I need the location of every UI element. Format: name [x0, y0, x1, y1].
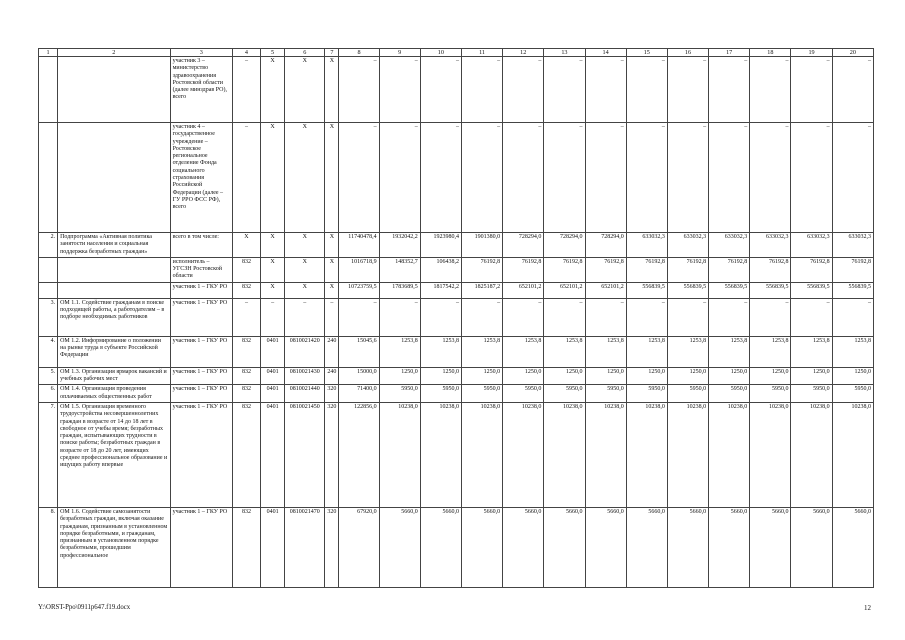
year-amount-cell: 5950,0 — [791, 385, 832, 403]
year-amount-cell: 1253,8 — [750, 336, 791, 367]
year-amount-cell: 5660,0 — [544, 507, 585, 587]
year-amount-cell: 5950,0 — [832, 385, 873, 403]
year-amount-cell: – — [503, 298, 544, 336]
target-article-cell: – — [285, 298, 325, 336]
year-amount-cell: 1250,0 — [667, 367, 708, 385]
year-amount-cell: 1250,0 — [503, 367, 544, 385]
year-amount-cell: 1253,8 — [461, 336, 502, 367]
year-amount-cell: – — [750, 298, 791, 336]
year-amount-cell: 10238,0 — [544, 402, 585, 507]
year-amount-cell: 76192,8 — [791, 257, 832, 282]
executor-cell: всего в том числе: — [170, 233, 232, 258]
row-number: 2. — [39, 233, 58, 258]
year-amount-cell: – — [667, 57, 708, 123]
section-code-cell: 0401 — [261, 336, 285, 367]
target-article-cell: X — [285, 57, 325, 123]
row-number: 8. — [39, 507, 58, 587]
year-amount-cell: 10238,0 — [585, 402, 626, 507]
year-amount-cell: – — [626, 298, 667, 336]
section-code-cell: X — [261, 233, 285, 258]
total-amount-cell: – — [339, 298, 379, 336]
section-code-cell: 0401 — [261, 385, 285, 403]
budget-table — [38, 48, 874, 588]
year-amount-cell: 1817542,2 — [420, 282, 461, 298]
year-amount-cell: 10238,0 — [379, 402, 420, 507]
year-amount-cell: 10238,0 — [709, 402, 750, 507]
year-amount-cell: 76192,8 — [667, 257, 708, 282]
row-number: 3. — [39, 298, 58, 336]
target-article-cell: 0810021450 — [285, 402, 325, 507]
year-amount-cell: 5950,0 — [626, 385, 667, 403]
year-amount-cell: 652101,2 — [503, 282, 544, 298]
year-amount-cell: 556839,5 — [750, 282, 791, 298]
year-amount-cell: – — [832, 123, 873, 233]
row-number: 4. — [39, 336, 58, 367]
row-number: 7. — [39, 402, 58, 507]
document-path: Y:\ORST-Ppo\0911p647.f19.docx — [38, 604, 131, 611]
year-amount-cell: 10238,0 — [461, 402, 502, 507]
year-amount-cell: 1253,8 — [626, 336, 667, 367]
section-code-cell: X — [261, 123, 285, 233]
year-amount-cell: 633032,3 — [667, 233, 708, 258]
column-number-header: 18 — [750, 49, 791, 57]
executor-cell: участник 4 – государственное учреждение – Ростовское региональное отделение Фонда социального страхования Российской Федерации (далее – ГУ РРО ФСС РФ), всего — [170, 123, 232, 233]
grbs-code-cell: 832 — [232, 336, 260, 367]
year-amount-cell: 633032,3 — [791, 233, 832, 258]
grbs-code-cell: – — [232, 57, 260, 123]
row-number: 6. — [39, 385, 58, 403]
year-amount-cell: 76192,8 — [626, 257, 667, 282]
program-name: ОМ 1.2. Информирование о положении на рынке труда в субъекте Российской Федерации — [58, 336, 171, 367]
column-number-header: 7 — [325, 49, 339, 57]
column-number-header: 14 — [585, 49, 626, 57]
year-amount-cell: 728294,0 — [544, 233, 585, 258]
table-row — [39, 507, 874, 587]
section-code-cell: – — [261, 298, 285, 336]
total-amount-cell: 15000,0 — [339, 367, 379, 385]
row-number — [39, 257, 58, 282]
column-number-header: 3 — [170, 49, 232, 57]
total-amount-cell: 10723759,5 — [339, 282, 379, 298]
grbs-code-cell: 832 — [232, 257, 260, 282]
column-number-header: 11 — [461, 49, 502, 57]
total-amount-cell: 1016718,9 — [339, 257, 379, 282]
year-amount-cell: – — [750, 123, 791, 233]
year-amount-cell: 1901380,0 — [461, 233, 502, 258]
year-amount-cell: – — [420, 57, 461, 123]
total-amount-cell: – — [339, 123, 379, 233]
year-amount-cell: 1250,0 — [544, 367, 585, 385]
grbs-code-cell: 832 — [232, 367, 260, 385]
section-code-cell: X — [261, 57, 285, 123]
year-amount-cell: 10238,0 — [791, 402, 832, 507]
year-amount-cell: 556839,5 — [709, 282, 750, 298]
executor-cell: участник 3 – министерство здравоохранения Ростовской области (далее минздрав РО), всего — [170, 57, 232, 123]
year-amount-cell: 10238,0 — [750, 402, 791, 507]
table-row — [39, 282, 874, 298]
year-amount-cell: 5950,0 — [503, 385, 544, 403]
table-row — [39, 367, 874, 385]
year-amount-cell: – — [461, 123, 502, 233]
year-amount-cell: 5660,0 — [379, 507, 420, 587]
grbs-code-cell: – — [232, 298, 260, 336]
year-amount-cell: 633032,3 — [750, 233, 791, 258]
year-amount-cell: 5950,0 — [585, 385, 626, 403]
table-row — [39, 257, 874, 282]
year-amount-cell: 652101,2 — [585, 282, 626, 298]
expense-type-cell: X — [325, 233, 339, 258]
year-amount-cell: 76192,8 — [709, 257, 750, 282]
target-article-cell: X — [285, 123, 325, 233]
year-amount-cell: 1253,8 — [832, 336, 873, 367]
column-number-header: 8 — [339, 49, 379, 57]
year-amount-cell: 10238,0 — [832, 402, 873, 507]
year-amount-cell: 633032,3 — [832, 233, 873, 258]
executor-cell: участник 1 – ГКУ РО — [170, 385, 232, 403]
expense-type-cell: 240 — [325, 367, 339, 385]
year-amount-cell: 1250,0 — [420, 367, 461, 385]
year-amount-cell: – — [667, 123, 708, 233]
total-amount-cell: 122856,0 — [339, 402, 379, 507]
table-row — [39, 402, 874, 507]
year-amount-cell: 5950,0 — [667, 385, 708, 403]
year-amount-cell: – — [503, 123, 544, 233]
year-amount-cell: 1253,8 — [709, 336, 750, 367]
year-amount-cell: 76192,8 — [503, 257, 544, 282]
column-number-header: 4 — [232, 49, 260, 57]
program-name: ОМ 1.6. Содействие самозанятости безработных граждан, включая оказание гражданам, признанным в установленном порядке безработными, и гражданам, признанным в установленном порядке безработными, прошедшим профессиональное — [58, 507, 171, 587]
year-amount-cell: – — [379, 298, 420, 336]
program-name: ОМ 1.5. Организация временного трудоустройства несовершеннолетних граждан в возрасте от 14 до 18 лет в свободное от учебы время; безработных граждан, испытывающих трудности в поиске работы; безработных граждан в возрасте от 18 до 20 лет, имеющих среднее профессиональное образование и ищущих работу впервые — [58, 402, 171, 507]
year-amount-cell: – — [791, 57, 832, 123]
year-amount-cell: 556839,5 — [626, 282, 667, 298]
year-amount-cell: 1923980,4 — [420, 233, 461, 258]
program-name — [58, 57, 171, 123]
year-amount-cell: 10238,0 — [503, 402, 544, 507]
year-amount-cell: 5660,0 — [461, 507, 502, 587]
grbs-code-cell: 832 — [232, 385, 260, 403]
year-amount-cell: 1825187,2 — [461, 282, 502, 298]
year-amount-cell: 1253,8 — [667, 336, 708, 367]
year-amount-cell: 76192,8 — [461, 257, 502, 282]
year-amount-cell: 5660,0 — [585, 507, 626, 587]
program-name — [58, 257, 171, 282]
year-amount-cell: – — [585, 123, 626, 233]
table-row — [39, 298, 874, 336]
executor-cell: участник 1 – ГКУ РО — [170, 402, 232, 507]
year-amount-cell: 1250,0 — [709, 367, 750, 385]
grbs-code-cell: X — [232, 233, 260, 258]
year-amount-cell: 5660,0 — [791, 507, 832, 587]
table-row — [39, 233, 874, 258]
year-amount-cell: 5660,0 — [750, 507, 791, 587]
year-amount-cell: 556839,5 — [791, 282, 832, 298]
year-amount-cell: 5950,0 — [420, 385, 461, 403]
program-name: ОМ 1.1. Содействие гражданам в поиске подходящей работы, а работодателям – в подборе необходимых работников — [58, 298, 171, 336]
year-amount-cell: 1250,0 — [791, 367, 832, 385]
target-article-cell: X — [285, 257, 325, 282]
page-number: 12 — [864, 604, 871, 612]
year-amount-cell: 5660,0 — [503, 507, 544, 587]
year-amount-cell: 1250,0 — [379, 367, 420, 385]
year-amount-cell: – — [379, 57, 420, 123]
year-amount-cell: – — [791, 298, 832, 336]
column-number-header: 20 — [832, 49, 873, 57]
row-number — [39, 57, 58, 123]
column-number-header: 5 — [261, 49, 285, 57]
year-amount-cell: 5950,0 — [750, 385, 791, 403]
year-amount-cell: – — [544, 298, 585, 336]
expense-type-cell: 320 — [325, 507, 339, 587]
year-amount-cell: – — [461, 57, 502, 123]
year-amount-cell: 1253,8 — [420, 336, 461, 367]
year-amount-cell: – — [626, 57, 667, 123]
year-amount-cell: – — [791, 123, 832, 233]
executor-cell: участник 1 – ГКУ РО — [170, 282, 232, 298]
year-amount-cell: 76192,8 — [544, 257, 585, 282]
year-amount-cell: 5950,0 — [461, 385, 502, 403]
year-amount-cell: – — [832, 298, 873, 336]
row-number — [39, 123, 58, 233]
table-row — [39, 123, 874, 233]
column-number-header: 15 — [626, 49, 667, 57]
year-amount-cell: 1253,8 — [544, 336, 585, 367]
grbs-code-cell: 832 — [232, 402, 260, 507]
year-amount-cell: – — [420, 298, 461, 336]
year-amount-cell: 5950,0 — [709, 385, 750, 403]
column-number-header: 12 — [503, 49, 544, 57]
program-name — [58, 123, 171, 233]
year-amount-cell: 5950,0 — [544, 385, 585, 403]
program-name: ОМ 1.4. Организация проведения оплачиваемых общественных работ — [58, 385, 171, 403]
target-article-cell: 0810021430 — [285, 367, 325, 385]
year-amount-cell: 10238,0 — [626, 402, 667, 507]
total-amount-cell: 15045,6 — [339, 336, 379, 367]
year-amount-cell: 1253,8 — [503, 336, 544, 367]
year-amount-cell: 5950,0 — [379, 385, 420, 403]
row-number: 5. — [39, 367, 58, 385]
total-amount-cell: 11740478,4 — [339, 233, 379, 258]
year-amount-cell: – — [503, 57, 544, 123]
executor-cell: исполнитель – УГСЗН Ростовской области — [170, 257, 232, 282]
year-amount-cell: 106438,2 — [420, 257, 461, 282]
expense-type-cell: 320 — [325, 385, 339, 403]
executor-cell: участник 1 – ГКУ РО — [170, 367, 232, 385]
year-amount-cell: 5660,0 — [709, 507, 750, 587]
grbs-code-cell: 832 — [232, 282, 260, 298]
grbs-code-cell: 832 — [232, 507, 260, 587]
year-amount-cell: 1253,8 — [379, 336, 420, 367]
total-amount-cell: 71400,0 — [339, 385, 379, 403]
total-amount-cell: – — [339, 57, 379, 123]
year-amount-cell: 1250,0 — [585, 367, 626, 385]
target-article-cell: 0810021420 — [285, 336, 325, 367]
year-amount-cell: 1250,0 — [461, 367, 502, 385]
year-amount-cell: 556839,5 — [832, 282, 873, 298]
column-number-header: 19 — [791, 49, 832, 57]
year-amount-cell: 5660,0 — [420, 507, 461, 587]
year-amount-cell: 10238,0 — [667, 402, 708, 507]
year-amount-cell: – — [626, 123, 667, 233]
year-amount-cell: 1783689,5 — [379, 282, 420, 298]
year-amount-cell: 76192,8 — [750, 257, 791, 282]
year-amount-cell: 633032,3 — [709, 233, 750, 258]
year-amount-cell: 5660,0 — [832, 507, 873, 587]
year-amount-cell: – — [585, 57, 626, 123]
year-amount-cell: – — [544, 123, 585, 233]
program-name: Подпрограмма «Активная политика занятости населения и социальная поддержка безработных граждан» — [58, 233, 171, 258]
year-amount-cell: – — [709, 298, 750, 336]
column-number-header: 13 — [544, 49, 585, 57]
table-row — [39, 57, 874, 123]
program-name — [58, 282, 171, 298]
year-amount-cell: 728294,0 — [585, 233, 626, 258]
executor-cell: участник 1 – ГКУ РО — [170, 336, 232, 367]
expense-type-cell: – — [325, 298, 339, 336]
grbs-code-cell: – — [232, 123, 260, 233]
year-amount-cell: 76192,8 — [832, 257, 873, 282]
year-amount-cell: 652101,2 — [544, 282, 585, 298]
table-row — [39, 385, 874, 403]
section-code-cell: 0401 — [261, 507, 285, 587]
row-number — [39, 282, 58, 298]
year-amount-cell: 1932042,2 — [379, 233, 420, 258]
year-amount-cell: 76192,8 — [585, 257, 626, 282]
column-number-header: 2 — [58, 49, 171, 57]
total-amount-cell: 67920,0 — [339, 507, 379, 587]
year-amount-cell: – — [709, 123, 750, 233]
year-amount-cell: 1250,0 — [832, 367, 873, 385]
year-amount-cell: 10238,0 — [420, 402, 461, 507]
year-amount-cell: – — [709, 57, 750, 123]
column-number-header: 17 — [709, 49, 750, 57]
expense-type-cell: 320 — [325, 402, 339, 507]
year-amount-cell: – — [750, 57, 791, 123]
year-amount-cell: – — [585, 298, 626, 336]
year-amount-cell: 728294,0 — [503, 233, 544, 258]
year-amount-cell: 5660,0 — [626, 507, 667, 587]
year-amount-cell: 1253,8 — [585, 336, 626, 367]
year-amount-cell: 633032,3 — [626, 233, 667, 258]
column-number-header: 10 — [420, 49, 461, 57]
year-amount-cell: – — [832, 57, 873, 123]
year-amount-cell: – — [544, 57, 585, 123]
section-code-cell: 0401 — [261, 367, 285, 385]
header-row — [39, 49, 874, 57]
expense-type-cell: X — [325, 257, 339, 282]
column-number-header: 16 — [667, 49, 708, 57]
expense-type-cell: X — [325, 123, 339, 233]
target-article-cell: X — [285, 233, 325, 258]
executor-cell: участник 1 – ГКУ РО — [170, 298, 232, 336]
expense-type-cell: X — [325, 282, 339, 298]
year-amount-cell: 148352,7 — [379, 257, 420, 282]
column-number-header: 9 — [379, 49, 420, 57]
section-code-cell: X — [261, 282, 285, 298]
year-amount-cell: 556839,5 — [667, 282, 708, 298]
year-amount-cell: 1250,0 — [750, 367, 791, 385]
table-row — [39, 336, 874, 367]
target-article-cell: 0810021440 — [285, 385, 325, 403]
year-amount-cell: 1253,8 — [791, 336, 832, 367]
column-number-header: 6 — [285, 49, 325, 57]
year-amount-cell: 1250,0 — [626, 367, 667, 385]
section-code-cell: 0401 — [261, 402, 285, 507]
year-amount-cell: – — [667, 298, 708, 336]
executor-cell: участник 1 – ГКУ РО — [170, 507, 232, 587]
year-amount-cell: 5660,0 — [667, 507, 708, 587]
year-amount-cell: – — [420, 123, 461, 233]
section-code-cell: X — [261, 257, 285, 282]
column-number-header: 1 — [39, 49, 58, 57]
expense-type-cell: X — [325, 57, 339, 123]
target-article-cell: X — [285, 282, 325, 298]
year-amount-cell: – — [379, 123, 420, 233]
year-amount-cell: – — [461, 298, 502, 336]
program-name: ОМ 1.3. Организация ярмарок вакансий и учебных рабочих мест — [58, 367, 171, 385]
expense-type-cell: 240 — [325, 336, 339, 367]
target-article-cell: 0810021470 — [285, 507, 325, 587]
